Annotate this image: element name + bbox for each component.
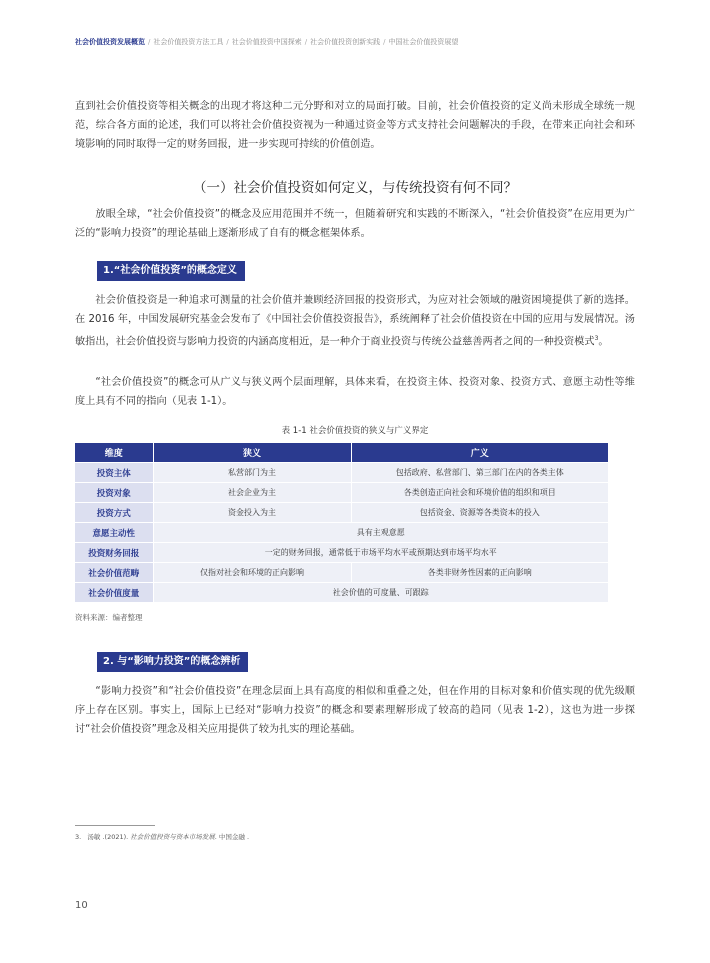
table-cell-broad: 各类创造正向社会和环境价值的组织和项目 [351,483,608,503]
definition-table [75,443,608,602]
table-row [75,503,608,523]
table-cell-broad: 包括资金、资源等各类资本的投入 [351,503,608,523]
table-row-dimension: 社会价值范畴 [75,563,153,583]
page-number: 10 [75,900,88,911]
table-cell-narrow: 仅指对社会和环境的正向影响 [153,563,351,583]
table-header-row [75,443,608,463]
breadcrumb-separator: / [148,38,151,46]
footnote [75,832,249,841]
footnote-reference[interactable]: 3 [594,335,599,342]
table-row [75,483,608,503]
table-header-dimension: 维度 [75,443,153,463]
table-row-dimension: 投资对象 [75,483,153,503]
table-header-broad: 广义 [351,443,608,463]
breadcrumb-separator: / [383,38,386,46]
definition-paragraph-end: 。 [598,336,609,348]
table-cell-narrow: 私营部门为主 [153,463,351,483]
header-breadcrumb [75,37,675,47]
subsection-2-title: 2. 与“影响力投资”的概念辨析 [97,652,248,672]
table-cell-merged: 一定的财务回报，通常低于市场平均水平或预期达到市场平均水平 [153,543,608,563]
table-source-note: 资料来源：编者整理 [75,613,143,622]
subsection-1-title: 1.“社会价值投资”的概念定义 [97,261,245,281]
table-row [75,583,608,603]
intro-paragraph: 直到社会价值投资等相关概念的出现才将这种二元分野和对立的局面打破。目前，社会价值投资的定义尚未形成全球统一规范，综合各方面的论述，我们可以将社会价值投资视为一种通过资金等方式支持社会问题解决的手段，在带来正向社会和环境影响的同时取得一定的财务回报，进一步实现可持续的价值创造。 [75,101,635,150]
table-caption: 表 1-1 社会价值投资的狭义与广义界定 [281,426,429,436]
breadcrumb-item-overview[interactable]: 社会价值投资发展概览 [75,38,145,46]
breadcrumb-item-china-exploration[interactable]: 社会价值投资中国探索 [231,38,302,46]
table-cell-broad: 各类非财务性因素的正向影响 [351,563,608,583]
section-paragraph: 放眼全球，“社会价值投资”的概念及应用范围并不统一，但随着研究和实践的不断深入，“社会价值投资”在应用更为广泛的“影响力投资”的理论基础上逐渐形成了自有的概念框架体系。 [75,209,635,239]
table-cell-broad: 包括政府、私营部门、第三部门在内的各类主体 [351,463,608,483]
footnote-divider [75,825,155,826]
section-heading: （一）社会价值投资如何定义，与传统投资有何不同？ [193,180,517,196]
table-row [75,543,608,563]
table-row-dimension: 投资主体 [75,463,153,483]
table-row [75,463,608,483]
footnote-publisher: . 中国金融 . [214,833,250,841]
breadcrumb-item-innovation-practice[interactable]: 社会价值投资创新实践 [310,38,381,46]
table-row-dimension: 社会价值度量 [75,583,153,603]
table-row-dimension: 投资财务回报 [75,543,153,563]
table-header-narrow: 狭义 [153,443,351,463]
table-row-dimension: 意愿主动性 [75,523,153,543]
table-cell-narrow: 资金投入为主 [153,503,351,523]
breadcrumb-separator: / [226,38,229,46]
comparison-paragraph: “影响力投资”和“社会价值投资”在理念层面上具有高度的相似和重叠之处，但在作用的目标对象和价值实现的优先级顺序上存在区别。事实上，国际上已经对“影响力投资”的概念和要素理解形成了较高的趋同（见表 1-2），这也为进一步探讨“社会价值投资”理念及相关应用提供了较为扎实的理论基础。 [75,686,635,735]
definition-paragraph [75,291,635,351]
scope-paragraph: “社会价值投资”的概念可从广义与狭义两个层面理解，具体来看，在投资主体、投资对象、投资方式、意愿主动性等维度上具有不同的指向（见表 1-1）。 [75,377,635,407]
breadcrumb-item-outlook[interactable]: 中国社会价值投资展望 [388,38,459,46]
breadcrumb-separator: / [304,38,308,46]
table-row-dimension: 投资方式 [75,503,153,523]
table-cell-narrow: 社会企业为主 [153,483,351,503]
footnote-title: 社会价值投资与资本市场发展 [130,833,215,841]
footnote-number: 3. [75,833,82,841]
table-row [75,523,608,543]
breadcrumb-item-methods[interactable]: 社会价值投资方法工具 [153,38,224,46]
table-cell-merged: 具有主观意愿 [153,523,608,543]
footnote-author: 汤敏 .(2021). [87,833,129,841]
definition-paragraph-text: 社会价值投资是一种追求可测量的社会价值并兼顾经济回报的投资形式，为应对社会领域的融资困境提供了新的选择。 在 2016 年，中国发展研究基金会发布了《中国社会价值投资报告》，系统阐释了社会价值投资在中国的应用与发展情况。汤敏指出，社会价值投资与影响力投资的内涵高度相近，是一种介于商业投资与传统公益慈善两者之间的一种投资模式 [75,295,635,348]
table-cell-merged: 社会价值的可度量、可跟踪 [153,583,608,603]
table-row [75,563,608,583]
